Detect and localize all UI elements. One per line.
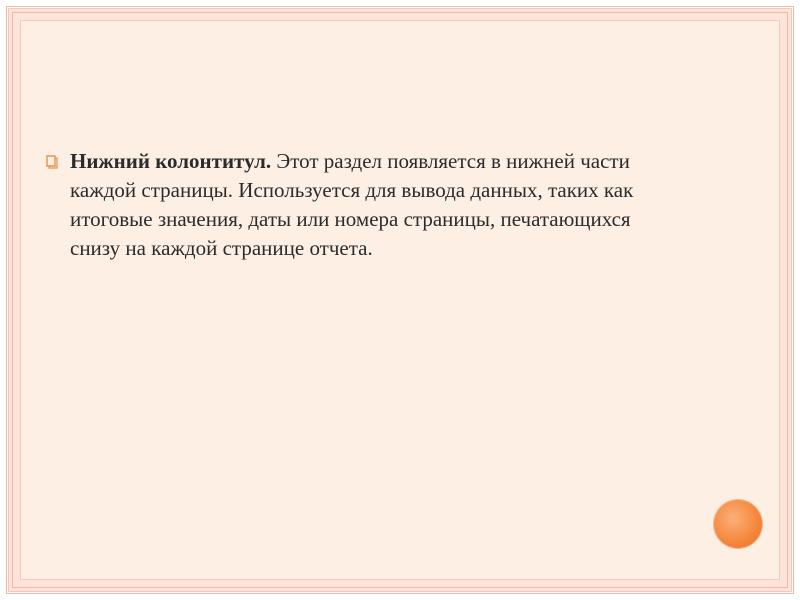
square-bullet-icon	[46, 147, 62, 178]
bullet-item	[46, 147, 646, 263]
content-panel	[20, 20, 780, 580]
bullet-description: Этот раздел появляется в нижней части каждой страницы. Используется для вывода данных, таких как итоговые значения, даты или номера страницы, печатающихся снизу на каждой странице отчета.	[70, 149, 634, 260]
orange-circle-decoration	[714, 500, 762, 548]
bullet-term: Нижний колонтитул.	[70, 149, 272, 173]
square-bullet-icon-glyph	[46, 155, 58, 169]
bullet-text	[70, 147, 646, 263]
